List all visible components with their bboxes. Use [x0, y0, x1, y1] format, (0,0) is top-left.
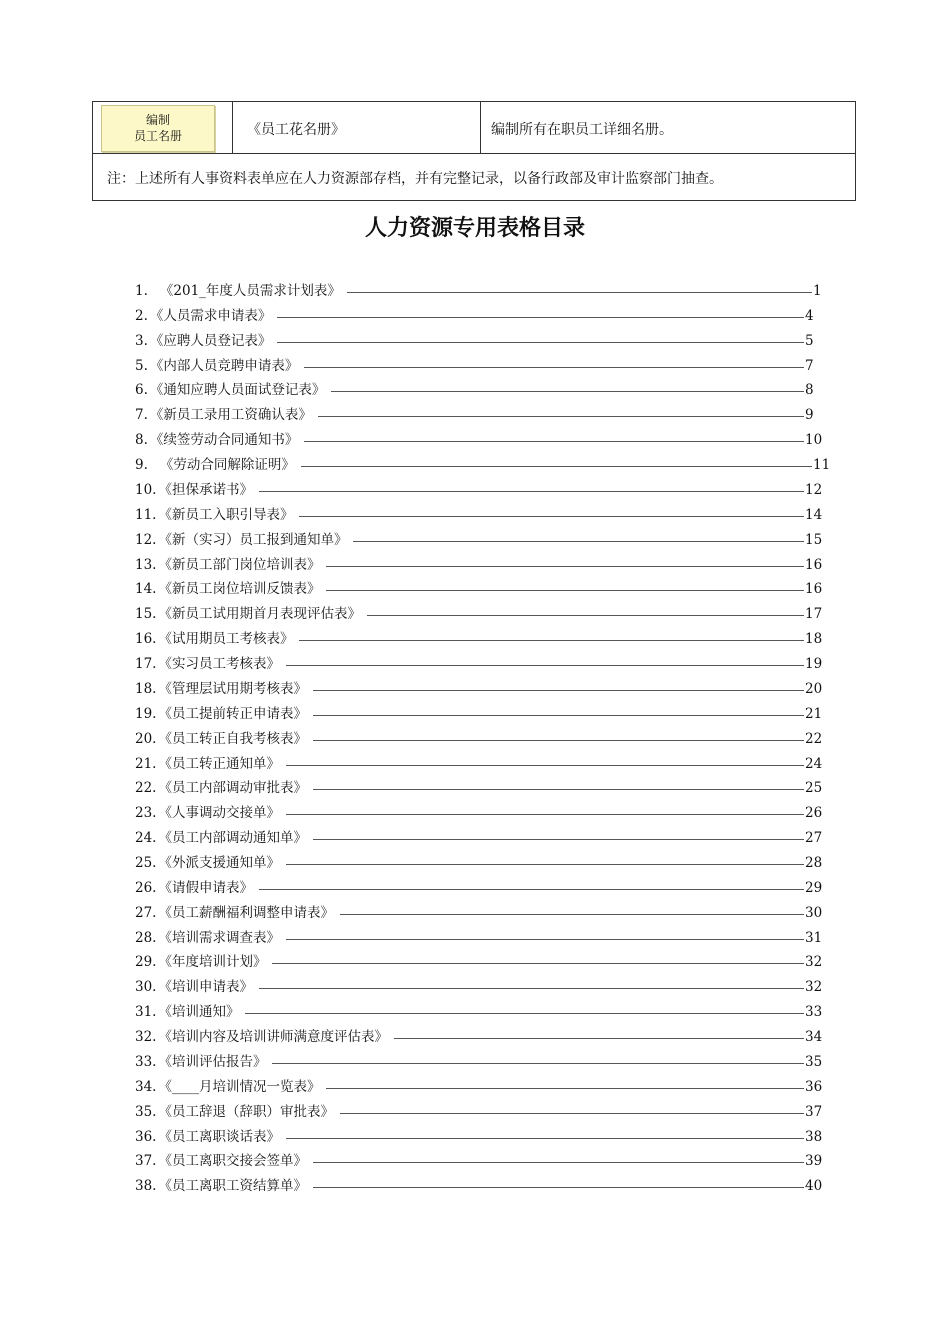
toc-entry-title: 《培训通知》	[158, 1004, 240, 1020]
toc-leader-line	[326, 1088, 804, 1089]
toc-entry[interactable]	[0, 380, 950, 400]
toc-leader-line	[313, 740, 804, 741]
toc-entry[interactable]	[0, 455, 950, 475]
toc-entry-page: 12	[805, 482, 823, 498]
toc-leader-line	[313, 839, 804, 840]
toc-entry-title: 《实习员工考核表》	[158, 656, 280, 672]
toc-entry-number: 32.	[135, 1029, 157, 1045]
toc-entry[interactable]	[0, 1102, 950, 1122]
toc-entry[interactable]	[0, 1052, 950, 1072]
toc-leader-line	[259, 988, 804, 989]
toc-entry[interactable]	[0, 1077, 950, 1097]
toc-entry-page: 21	[805, 706, 823, 722]
toc-entry-number: 36.	[135, 1129, 157, 1145]
toc-entry-page: 37	[805, 1104, 823, 1120]
toc-entry[interactable]	[0, 579, 950, 599]
toc-entry[interactable]	[0, 977, 950, 997]
table-cell-form-name	[233, 102, 481, 153]
toc-entry[interactable]	[0, 306, 950, 326]
toc-entry-number: 30.	[135, 979, 157, 995]
toc-entry[interactable]	[0, 928, 950, 948]
toc-entry-title: 《人员需求申请表》	[149, 308, 272, 324]
toc-entry-number: 9.	[135, 457, 148, 473]
toc-entry-page: 16	[805, 557, 823, 573]
toc-entry-number: 37.	[135, 1153, 157, 1169]
toc-entry-number: 20.	[135, 731, 157, 747]
toc-entry-page: 27	[805, 830, 823, 846]
toc-entry-number: 12.	[135, 532, 157, 548]
toc-entry-page: 5	[805, 333, 814, 349]
toc-entry-page: 19	[805, 656, 823, 672]
toc-entry-title: 《培训申请表》	[158, 979, 253, 995]
toc-entry-number: 18.	[135, 681, 157, 697]
toc-entry-title: 《培训评估报告》	[158, 1054, 267, 1070]
page-title: 人力资源专用表格目录	[364, 216, 585, 241]
toc-entry[interactable]	[0, 704, 950, 724]
toc-entry-page: 39	[805, 1153, 823, 1169]
toc-entry-title: 《管理层试用期考核表》	[158, 681, 307, 697]
toc-entry-title: 《担保承诺书》	[158, 482, 253, 498]
toc-entry-number: 25.	[135, 855, 157, 871]
toc-entry-title: 《外派支援通知单》	[158, 855, 280, 871]
toc-entry[interactable]	[0, 803, 950, 823]
toc-leader-line	[272, 1063, 804, 1064]
toc-entry-page: 10	[805, 432, 823, 448]
toc-entry-number: 22.	[135, 780, 157, 796]
toc-entry-title: 《____月培训情况一览表》	[158, 1079, 321, 1095]
toc-entry-title: 《新员工部门岗位培训表》	[158, 557, 321, 573]
toc-leader-line	[347, 292, 812, 293]
toc-leader-line	[331, 391, 804, 392]
toc-leader-line	[313, 1187, 804, 1188]
toc-entry[interactable]	[0, 952, 950, 972]
toc-entry-page: 26	[805, 805, 823, 821]
toc-entry-page: 34	[805, 1029, 823, 1045]
toc-leader-line	[286, 864, 804, 865]
toc-leader-line	[259, 889, 804, 890]
toc-leader-line	[353, 541, 804, 542]
form-name: 《员工花名册》	[247, 122, 345, 138]
toc-entry-title: 《人事调动交接单》	[158, 805, 280, 821]
toc-entry[interactable]	[0, 1176, 950, 1196]
toc-entry-page: 40	[805, 1178, 823, 1194]
toc-entry[interactable]	[0, 878, 950, 898]
toc-leader-line	[245, 1013, 804, 1014]
toc-entry-number: 6.	[135, 382, 148, 398]
toc-entry-title: 《新员工入职引导表》	[158, 507, 294, 523]
toc-entry-number: 27.	[135, 905, 157, 921]
toc-entry[interactable]	[0, 853, 950, 873]
toc-entry[interactable]	[0, 679, 950, 699]
category-line-1: 编制	[145, 113, 170, 127]
toc-entry-title: 《内部人员竞聘申请表》	[149, 358, 299, 374]
toc-entry[interactable]	[0, 903, 950, 923]
toc-entry-number: 13.	[135, 557, 157, 573]
toc-entry-title: 《员工转正通知单》	[158, 756, 280, 772]
toc-entry-title: 《应聘人员登记表》	[149, 333, 272, 349]
toc-entry[interactable]	[0, 505, 950, 525]
toc-entry-number: 7.	[135, 407, 148, 423]
toc-entry-title: 《员工离职工资结算单》	[158, 1178, 307, 1194]
toc-entry[interactable]	[0, 654, 950, 674]
toc-entry-number: 21.	[135, 756, 157, 772]
toc-entry-page: 11	[813, 457, 831, 473]
toc-entry[interactable]	[0, 530, 950, 550]
sticky-note-label	[101, 105, 215, 152]
toc-entry-title: 《员工离职交接会签单》	[158, 1153, 307, 1169]
toc-entry-number: 28.	[135, 930, 157, 946]
toc-entry-number: 34.	[135, 1079, 157, 1095]
category-line-2: 员工名册	[133, 129, 182, 143]
toc-entry-page: 24	[805, 756, 823, 772]
toc-entry-page: 1	[813, 283, 822, 299]
toc-entry-title: 《年度培训计划》	[158, 954, 267, 970]
toc-entry-title: 《员工薪酬福利调整申请表》	[158, 905, 334, 921]
toc-leader-line	[286, 665, 804, 666]
toc-leader-line	[318, 416, 804, 417]
toc-entry-number: 16.	[135, 631, 157, 647]
toc-entry-title: 《员工内部调动审批表》	[158, 780, 307, 796]
toc-entry-number: 19.	[135, 706, 157, 722]
toc-entry-number: 29.	[135, 954, 157, 970]
toc-entry-title: 《新员工录用工资确认表》	[149, 407, 312, 423]
toc-entry-number: 10.	[135, 482, 157, 498]
toc-entry[interactable]	[0, 754, 950, 774]
toc-entry-page: 28	[805, 855, 823, 871]
toc-entry-page: 29	[805, 880, 823, 896]
toc-entry[interactable]	[0, 405, 950, 425]
toc-leader-line	[304, 441, 804, 442]
toc-entry-number: 8.	[135, 432, 148, 448]
toc-entry-title: 《新员工试用期首月表现评估表》	[158, 606, 361, 622]
table-note: 注：上述所有人事资料表单应在人力资源部存档，并有完整记录，以备行政部及审计监察部门抽查。	[107, 171, 723, 187]
toc-entry-page: 16	[805, 581, 823, 597]
toc-entry-page: 9	[805, 407, 814, 423]
toc-entry-number: 23.	[135, 805, 157, 821]
toc-entry-page: 25	[805, 780, 823, 796]
toc-leader-line	[286, 1138, 804, 1139]
toc-leader-line	[301, 466, 812, 467]
toc-entry-number: 14.	[135, 581, 157, 597]
toc-entry-page: 8	[805, 382, 814, 398]
toc-entry[interactable]	[0, 480, 950, 500]
toc-entry[interactable]	[0, 729, 950, 749]
toc-entry-number: 33.	[135, 1054, 157, 1070]
toc-entry-number: 38.	[135, 1178, 157, 1194]
toc-leader-line	[286, 939, 804, 940]
toc-entry-page: 31	[805, 930, 823, 946]
toc-entry-number: 3.	[135, 333, 148, 349]
toc-leader-line	[286, 765, 804, 766]
form-description: 编制所有在职员工详细名册。	[491, 122, 673, 138]
toc-entry[interactable]	[0, 281, 950, 301]
toc-entry-page: 20	[805, 681, 823, 697]
toc-leader-line	[340, 1113, 804, 1114]
toc-entry-number: 5.	[135, 358, 148, 374]
hr-forms-table	[92, 101, 856, 201]
toc-entry-title: 《新（实习）员工报到通知单》	[158, 532, 348, 548]
toc-entry-title: 《请假申请表》	[158, 880, 253, 896]
toc-leader-line	[340, 914, 804, 915]
toc-leader-line	[313, 715, 804, 716]
toc-entry[interactable]	[0, 604, 950, 624]
toc-entry-page: 38	[805, 1129, 823, 1145]
toc-leader-line	[313, 1162, 804, 1163]
table-cell-description	[481, 102, 855, 153]
toc-leader-line	[304, 367, 804, 368]
toc-entry-number: 26.	[135, 880, 157, 896]
toc-entry[interactable]	[0, 1151, 950, 1171]
toc-entry[interactable]	[0, 331, 950, 351]
toc-entry-number: 2.	[135, 308, 148, 324]
toc-entry[interactable]	[0, 778, 950, 798]
table-row	[93, 102, 855, 154]
toc-entry[interactable]	[0, 1127, 950, 1147]
toc-leader-line	[313, 789, 804, 790]
toc-entry[interactable]	[0, 555, 950, 575]
toc-entry-title: 《试用期员工考核表》	[158, 631, 294, 647]
toc-entry-number: 31.	[135, 1004, 157, 1020]
toc-entry-number: 11.	[135, 507, 157, 523]
toc-entry-number: 15.	[135, 606, 157, 622]
toc-entry-title: 《通知应聘人员面试登记表》	[149, 382, 326, 398]
toc-entry-page: 32	[805, 954, 823, 970]
toc-leader-line	[259, 491, 804, 492]
toc-entry[interactable]	[0, 828, 950, 848]
toc-entry-number: 24.	[135, 830, 157, 846]
toc-entry-page: 32	[805, 979, 823, 995]
table-cell-category	[93, 102, 233, 153]
toc-leader-line	[326, 566, 804, 567]
toc-entry[interactable]	[0, 1002, 950, 1022]
toc-entry-number: 17.	[135, 656, 157, 672]
toc-leader-line	[277, 317, 804, 318]
toc-leader-line	[272, 963, 804, 964]
toc-entry-page: 36	[805, 1079, 823, 1095]
toc-leader-line	[277, 342, 804, 343]
toc-entry-page: 15	[805, 532, 823, 548]
toc-entry[interactable]	[0, 629, 950, 649]
toc-entry-page: 17	[805, 606, 823, 622]
toc-leader-line	[326, 590, 804, 591]
toc-entry-title: 《劳动合同解除证明》	[159, 457, 295, 473]
toc-entry-page: 4	[805, 308, 814, 324]
toc-entry-title: 《续签劳动合同通知书》	[149, 432, 299, 448]
toc-entry-page: 35	[805, 1054, 823, 1070]
toc-entry-title: 《201_年度人员需求计划表》	[159, 283, 341, 299]
toc-entry-title: 《员工提前转正申请表》	[158, 706, 307, 722]
toc-leader-line	[286, 814, 804, 815]
toc-entry[interactable]	[0, 1027, 950, 1047]
toc-entry-title: 《员工辞退（辞职）审批表》	[158, 1104, 334, 1120]
toc-entry-page: 33	[805, 1004, 823, 1020]
toc-leader-line	[367, 615, 804, 616]
toc-entry-title: 《培训内容及培训讲师满意度评估表》	[158, 1029, 388, 1045]
toc-entry-title: 《员工转正自我考核表》	[158, 731, 307, 747]
toc-entry-title: 《培训需求调查表》	[158, 930, 280, 946]
toc-entry-number: 35.	[135, 1104, 157, 1120]
toc-entry-title: 《新员工岗位培训反馈表》	[158, 581, 321, 597]
toc-entry-number: 1.	[135, 283, 148, 299]
toc-entry-page: 30	[805, 905, 823, 921]
toc-entry-title: 《员工内部调动通知单》	[158, 830, 307, 846]
toc-entry-title: 《员工离职谈话表》	[158, 1129, 280, 1145]
toc-entry-page: 18	[805, 631, 823, 647]
toc-leader-line	[394, 1038, 804, 1039]
toc-entry[interactable]	[0, 356, 950, 376]
toc-entry[interactable]	[0, 430, 950, 450]
toc-leader-line	[299, 640, 804, 641]
toc-entry-page: 22	[805, 731, 823, 747]
toc-entry-page: 14	[805, 507, 823, 523]
toc-entry-page: 7	[805, 358, 814, 374]
toc-leader-line	[313, 690, 804, 691]
toc-leader-line	[299, 516, 804, 517]
